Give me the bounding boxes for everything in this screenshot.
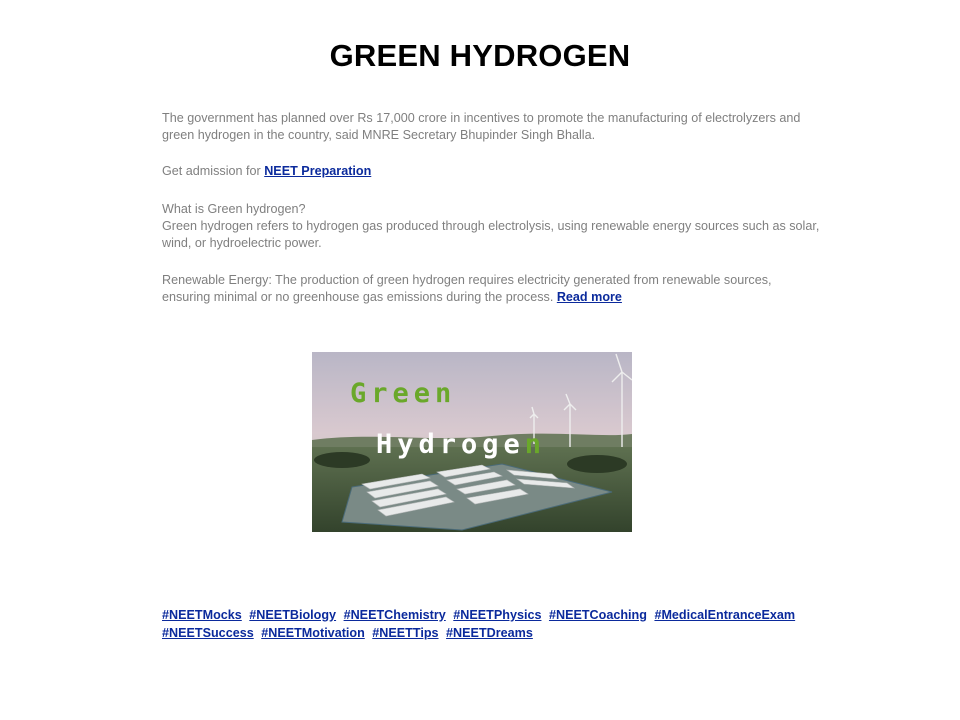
- image-word-hydrogen: [376, 429, 546, 460]
- definition-heading: What is Green hydrogen?: [162, 202, 306, 216]
- hashtag-neet-dreams[interactable]: #NEETDreams: [446, 626, 533, 640]
- hashtag-neet-coaching[interactable]: #NEETCoaching: [548, 608, 647, 622]
- neet-preparation-link[interactable]: NEET Preparation: [264, 164, 372, 178]
- intro-text: The government has planned over Rs 17,000 crore in incentives to promote the manufacturing of electrolyzers and green hydrogen in the country, said MNRE Secretary Bhupinder Singh Bhalla.: [162, 111, 801, 142]
- image-word-green: Green: [350, 378, 457, 409]
- hashtag-neet-chemistry[interactable]: #NEETChemistry: [343, 608, 446, 622]
- renewable-paragraph: [162, 272, 822, 306]
- hashtag-neet-biology[interactable]: #NEETBiology: [249, 608, 337, 622]
- intro-paragraph: [162, 110, 822, 144]
- definition-paragraph: [162, 201, 822, 252]
- image-word-hydrogen-last: n: [524, 429, 547, 460]
- admission-paragraph: [162, 163, 822, 180]
- image-word-hydrogen-main: Hydroge: [376, 429, 525, 460]
- read-more-link[interactable]: Read more: [556, 290, 622, 304]
- page-title: GREEN HYDROGEN: [329, 38, 631, 73]
- renewable-text: Renewable Energy: The production of green hydrogen requires electricity generated from renewable sources, ensuring minimal or no greenhouse gas emissions during the process.: [162, 273, 772, 304]
- definition-text: Green hydrogen refers to hydrogen gas produced through electrolysis, using renewable energy sources such as solar, wind, or hydroelectric power.: [162, 219, 820, 250]
- hashtag-neet-tips[interactable]: #NEETTips: [372, 626, 439, 640]
- hashtag-neet-motivation[interactable]: #NEETMotivation: [261, 626, 365, 640]
- hashtag-neet-success[interactable]: #NEETSuccess: [162, 626, 254, 640]
- green-hydrogen-image: [312, 352, 632, 532]
- hashtag-neet-mocks[interactable]: #NEETMocks: [162, 608, 242, 622]
- hashtag-neet-physics[interactable]: #NEETPhysics: [453, 608, 542, 622]
- admission-prefix: Get admission for: [162, 164, 265, 178]
- hashtag-medical-entrance-exam[interactable]: #MedicalEntranceExam: [654, 608, 796, 622]
- hashtag-list: [162, 606, 842, 642]
